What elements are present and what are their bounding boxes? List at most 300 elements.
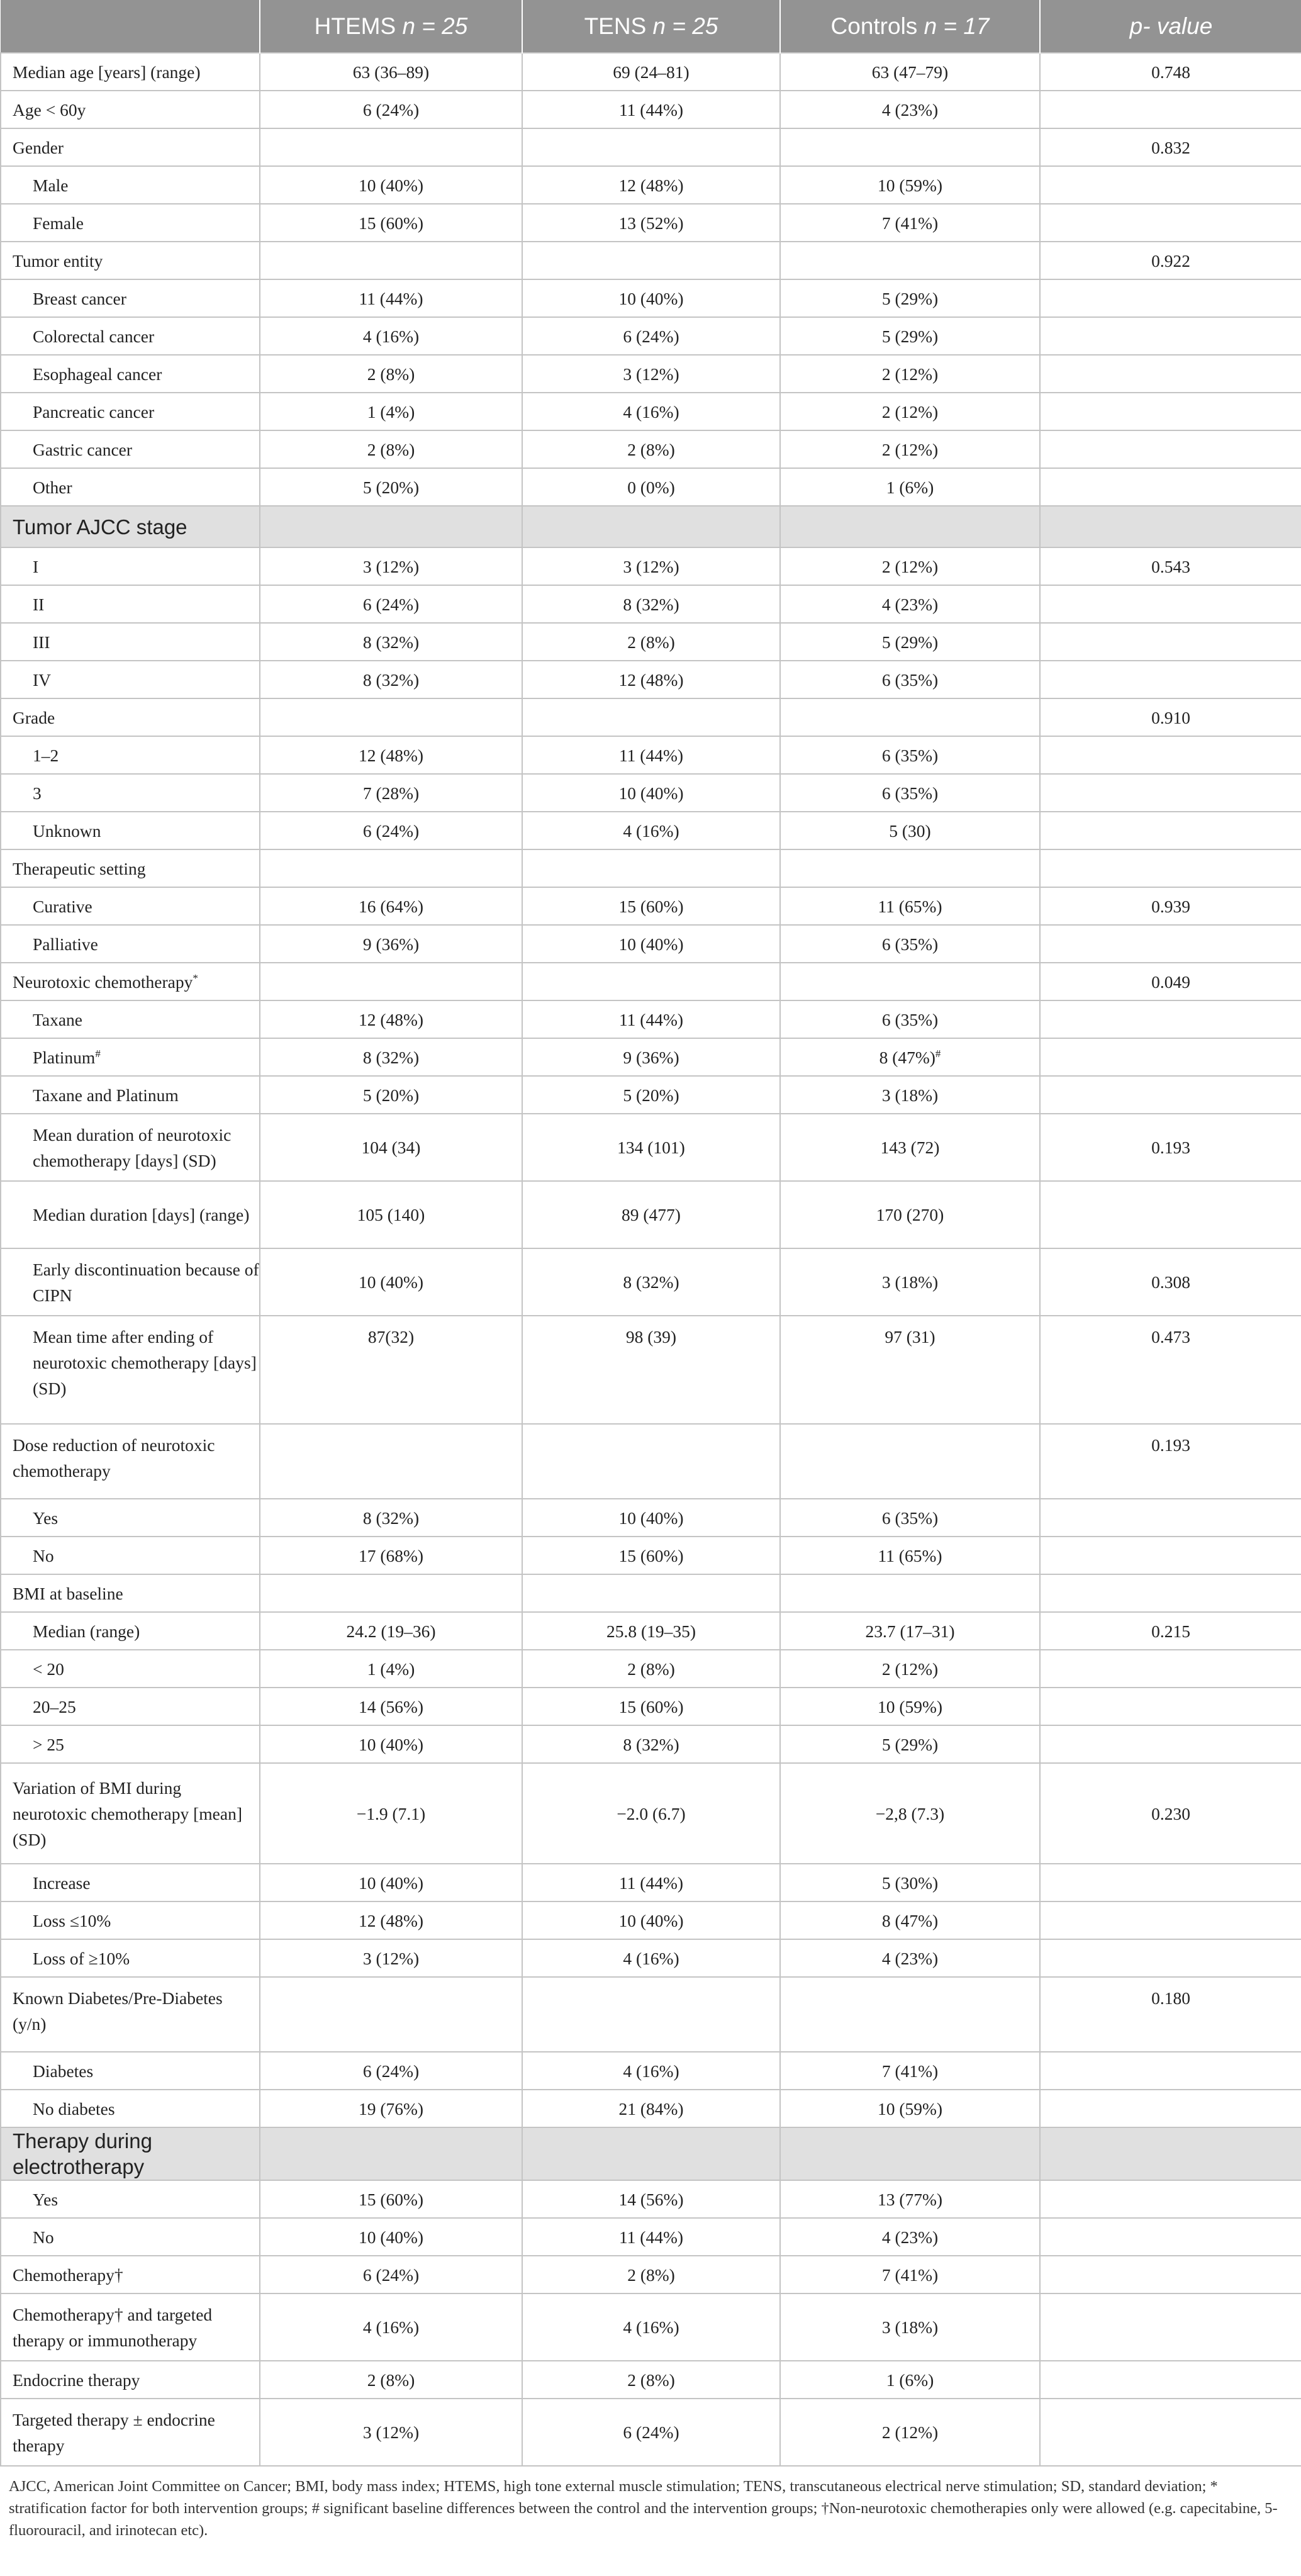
p-value-cell xyxy=(1040,2256,1301,2293)
p-value-cell xyxy=(1040,1181,1301,1248)
controls-cell-value: 2 (12%) xyxy=(881,401,939,422)
tens-cell-value: 4 (16%) xyxy=(623,1948,679,1968)
htems-cell xyxy=(260,887,522,925)
row-label-text: Other xyxy=(33,477,72,497)
tens-cell xyxy=(522,53,780,91)
table-row xyxy=(1,1537,1301,1574)
table-row xyxy=(1,204,1301,242)
p-value-cell xyxy=(1040,355,1301,393)
htems-cell-value: 8 (32%) xyxy=(362,1508,420,1528)
controls-cell xyxy=(780,204,1040,242)
htems-cell-value: 1 (4%) xyxy=(367,1659,415,1679)
table-row xyxy=(1,1688,1301,1725)
tens-cell-value: 6 (24%) xyxy=(623,2422,679,2442)
htems-cell-value: 12 (48%) xyxy=(358,1910,424,1930)
htems-cell xyxy=(260,1114,522,1181)
row-label-text: Taxane and Platinum xyxy=(33,1085,179,1105)
controls-cell xyxy=(780,1499,1040,1537)
p-value-cell xyxy=(1040,2399,1301,2466)
htems-cell xyxy=(260,2090,522,2127)
htems-cell-value: 5 (20%) xyxy=(362,1085,420,1105)
tens-cell-value: 0 (0%) xyxy=(627,477,675,497)
tens-cell xyxy=(522,736,780,774)
controls-cell-value: 5 (30%) xyxy=(881,1873,939,1893)
p-value-cell xyxy=(1040,774,1301,812)
row-label-text: Platinum xyxy=(33,1047,96,1067)
controls-cell-value: 1 (6%) xyxy=(886,2370,934,2390)
htems-cell-value: 8 (32%) xyxy=(362,669,420,690)
controls-cell xyxy=(780,166,1040,204)
tens-cell xyxy=(522,1939,780,1977)
tens-cell xyxy=(522,317,780,355)
controls-cell xyxy=(780,1114,1040,1181)
row-label xyxy=(1,1499,260,1537)
htems-cell-value: 17 (68%) xyxy=(358,1545,424,1565)
table-row xyxy=(1,585,1301,623)
tens-cell xyxy=(522,128,780,166)
htems-cell-value: 14 (56%) xyxy=(358,1696,424,1716)
row-label-text: Chemotherapy† xyxy=(13,2265,123,2285)
row-label xyxy=(1,812,260,849)
row-label-text: I xyxy=(33,556,39,576)
p-value-cell xyxy=(1040,1316,1301,1424)
tens-cell-value: 10 (40%) xyxy=(618,1508,684,1528)
controls-cell-value: 4 (23%) xyxy=(881,1948,939,1968)
section-blank-cell xyxy=(780,506,1040,547)
controls-cell-value: 10 (59%) xyxy=(877,1696,943,1716)
controls-cell xyxy=(780,2180,1040,2218)
controls-cell xyxy=(780,1076,1040,1114)
table-row xyxy=(1,1977,1301,2052)
controls-cell-value: 3 (18%) xyxy=(881,2317,939,2337)
row-label xyxy=(1,1939,260,1977)
p-value-cell-value: 0.748 xyxy=(1151,62,1190,82)
htems-cell xyxy=(260,736,522,774)
section-blank-cell xyxy=(1040,506,1301,547)
tens-cell-value: 12 (48%) xyxy=(618,669,684,690)
row-label xyxy=(1,963,260,1000)
row-label xyxy=(1,393,260,430)
row-label-text: Curative xyxy=(33,896,92,916)
p-value-cell xyxy=(1040,91,1301,128)
row-label xyxy=(1,1612,260,1650)
row-label xyxy=(1,1725,260,1763)
controls-cell-value: 2 (12%) xyxy=(881,556,939,576)
row-label xyxy=(1,887,260,925)
p-value-cell xyxy=(1040,623,1301,661)
controls-cell-value: 6 (35%) xyxy=(881,1508,939,1528)
header-p-value: p- value xyxy=(1040,0,1301,53)
tens-cell-value: 11 (44%) xyxy=(618,1009,684,1029)
p-value-cell xyxy=(1040,887,1301,925)
controls-cell-value: 10 (59%) xyxy=(877,175,943,195)
controls-cell xyxy=(780,849,1040,887)
row-label xyxy=(1,547,260,585)
header-blank xyxy=(1,0,260,53)
controls-cell xyxy=(780,242,1040,279)
row-label-text: Chemotherapy† and targeted therapy or immunotherapy xyxy=(13,2304,213,2350)
htems-cell xyxy=(260,317,522,355)
controls-cell xyxy=(780,2399,1040,2466)
row-label-text: 20–25 xyxy=(33,1696,76,1716)
table-row xyxy=(1,2052,1301,2090)
controls-cell xyxy=(780,698,1040,736)
controls-cell-value: 7 (41%) xyxy=(881,213,939,233)
controls-cell-value: 2 (12%) xyxy=(881,439,939,459)
row-label-text: Therapeutic setting xyxy=(13,858,146,878)
row-label xyxy=(1,1316,260,1424)
row-label-text: BMI at baseline xyxy=(13,1583,123,1603)
p-value-cell xyxy=(1040,2218,1301,2256)
tens-cell xyxy=(522,1864,780,1901)
controls-cell xyxy=(780,623,1040,661)
tens-cell-value: 8 (32%) xyxy=(623,1272,679,1292)
p-value-cell-value: 0.180 xyxy=(1151,1988,1190,2008)
row-label-text: Female xyxy=(33,213,84,233)
table-row xyxy=(1,393,1301,430)
controls-cell xyxy=(780,812,1040,849)
htems-cell-value: 3 (12%) xyxy=(362,2422,420,2442)
table-row xyxy=(1,2399,1301,2466)
controls-cell-value: 5 (29%) xyxy=(881,632,939,652)
controls-cell xyxy=(780,1763,1040,1864)
controls-cell-value: 97 (31) xyxy=(885,1327,935,1347)
tens-cell-value: 10 (40%) xyxy=(618,1910,684,1930)
p-value-cell-value: 0.193 xyxy=(1151,1435,1190,1455)
table-row xyxy=(1,2180,1301,2218)
controls-cell xyxy=(780,128,1040,166)
htems-cell xyxy=(260,925,522,963)
htems-cell xyxy=(260,279,522,317)
tens-cell-value: 15 (60%) xyxy=(618,1545,684,1565)
tens-cell xyxy=(522,1977,780,2052)
controls-cell-value: 5 (29%) xyxy=(881,326,939,346)
controls-cell-value: 6 (35%) xyxy=(881,783,939,803)
controls-cell-value: 63 (47–79) xyxy=(871,62,949,82)
row-label-text: Loss of ≥10% xyxy=(33,1948,130,1968)
htems-cell-value: 4 (16%) xyxy=(362,326,420,346)
p-value-cell-value: 0.910 xyxy=(1151,707,1190,727)
row-label-text: IV xyxy=(33,669,52,690)
row-label xyxy=(1,849,260,887)
htems-cell-value: 15 (60%) xyxy=(358,213,424,233)
p-value-cell xyxy=(1040,2293,1301,2361)
htems-cell-value: 6 (24%) xyxy=(362,820,420,841)
tens-cell xyxy=(522,468,780,506)
p-value-cell xyxy=(1040,547,1301,585)
tens-cell xyxy=(522,279,780,317)
tens-cell xyxy=(522,2090,780,2127)
header-htems: HTEMS n = 25 xyxy=(260,0,522,53)
p-value-cell-value: 0.308 xyxy=(1151,1272,1190,1292)
row-label-text: II xyxy=(33,594,45,614)
controls-cell xyxy=(780,774,1040,812)
controls-cell xyxy=(780,430,1040,468)
tens-cell xyxy=(522,1424,780,1499)
htems-cell-value: 19 (76%) xyxy=(358,2098,424,2119)
row-label xyxy=(1,166,260,204)
controls-cell xyxy=(780,661,1040,698)
controls-cell xyxy=(780,1864,1040,1901)
row-label xyxy=(1,1000,260,1038)
tens-cell-value: 13 (52%) xyxy=(618,213,684,233)
row-label-text: No diabetes xyxy=(33,2098,115,2119)
tens-cell xyxy=(522,1650,780,1688)
p-value-cell xyxy=(1040,204,1301,242)
row-label xyxy=(1,925,260,963)
row-label-text: No xyxy=(33,2227,54,2247)
header-tens: TENS n = 25 xyxy=(522,0,780,53)
controls-cell-value: 6 (35%) xyxy=(881,669,939,690)
tens-cell-value: 15 (60%) xyxy=(618,1696,684,1716)
htems-cell xyxy=(260,2180,522,2218)
section-blank-cell xyxy=(260,506,522,547)
p-value-cell xyxy=(1040,1248,1301,1316)
table-row xyxy=(1,812,1301,849)
p-value-cell-value: 0.922 xyxy=(1151,250,1190,271)
controls-cell-value: 23.7 (17–31) xyxy=(865,1621,955,1641)
htems-cell xyxy=(260,585,522,623)
tens-cell xyxy=(522,1499,780,1537)
p-value-cell xyxy=(1040,430,1301,468)
table-row xyxy=(1,1650,1301,1688)
p-value-cell xyxy=(1040,1114,1301,1181)
p-value-cell-value: 0.230 xyxy=(1151,1803,1190,1823)
htems-cell-value: 12 (48%) xyxy=(358,745,424,765)
p-value-cell xyxy=(1040,1537,1301,1574)
row-label-text: Gastric cancer xyxy=(33,439,133,459)
table-row xyxy=(1,1725,1301,1763)
tens-cell xyxy=(522,393,780,430)
p-value-cell xyxy=(1040,1688,1301,1725)
table-row xyxy=(1,91,1301,128)
tens-cell xyxy=(522,204,780,242)
htems-cell xyxy=(260,1499,522,1537)
p-value-cell xyxy=(1040,393,1301,430)
htems-cell-value: 10 (40%) xyxy=(358,2227,424,2247)
htems-cell-value: 63 (36–89) xyxy=(352,62,430,82)
footnote-marker: # xyxy=(935,1047,941,1060)
controls-cell xyxy=(780,53,1040,91)
tens-cell xyxy=(522,1537,780,1574)
controls-cell xyxy=(780,1901,1040,1939)
controls-cell xyxy=(780,1725,1040,1763)
htems-cell xyxy=(260,623,522,661)
row-label-text: Targeted therapy ± endocrine therapy xyxy=(13,2409,215,2455)
controls-cell-value: 4 (23%) xyxy=(881,594,939,614)
tens-cell-value: 25.8 (19–35) xyxy=(606,1621,696,1641)
controls-cell xyxy=(780,279,1040,317)
tens-cell-value: 10 (40%) xyxy=(618,934,684,954)
tens-cell-value: 134 (101) xyxy=(617,1138,685,1157)
tens-cell-value: 12 (48%) xyxy=(618,175,684,195)
htems-cell xyxy=(260,661,522,698)
tens-cell-value: 9 (36%) xyxy=(623,1047,679,1067)
htems-cell xyxy=(260,812,522,849)
htems-cell xyxy=(260,1864,522,1901)
section-blank-cell xyxy=(1040,2127,1301,2180)
htems-cell-value: 15 (60%) xyxy=(358,2189,424,2209)
table-row xyxy=(1,1114,1301,1181)
htems-cell-value: 10 (40%) xyxy=(358,175,424,195)
tens-cell xyxy=(522,547,780,585)
tens-cell xyxy=(522,1181,780,1248)
htems-cell xyxy=(260,1725,522,1763)
tens-cell xyxy=(522,623,780,661)
tens-cell-value: 4 (16%) xyxy=(623,2317,679,2337)
controls-cell-value: 10 (59%) xyxy=(877,2098,943,2119)
htems-cell xyxy=(260,430,522,468)
table-row xyxy=(1,1424,1301,1499)
htems-cell-value: 8 (32%) xyxy=(362,632,420,652)
htems-cell xyxy=(260,1901,522,1939)
table-row xyxy=(1,1763,1301,1864)
tens-cell xyxy=(522,2399,780,2466)
section-blank-cell xyxy=(522,2127,780,2180)
controls-cell xyxy=(780,355,1040,393)
tens-cell xyxy=(522,2361,780,2399)
section-label: Therapy during electrotherapy xyxy=(1,2127,260,2180)
row-label-text: Known Diabetes/Pre-Diabetes (y/n) xyxy=(13,1988,223,2034)
htems-cell xyxy=(260,355,522,393)
tens-cell-value: 15 (60%) xyxy=(618,896,684,916)
row-label-text: Unknown xyxy=(33,820,101,841)
row-label-text: Loss ≤10% xyxy=(33,1910,111,1930)
row-label xyxy=(1,2052,260,2090)
table-row xyxy=(1,279,1301,317)
controls-cell-value: 7 (41%) xyxy=(881,2265,939,2285)
htems-cell-value: 105 (140) xyxy=(357,1205,425,1224)
row-label-text: Male xyxy=(33,175,69,195)
row-label xyxy=(1,2293,260,2361)
tens-cell xyxy=(522,887,780,925)
htems-cell xyxy=(260,1688,522,1725)
controls-cell xyxy=(780,2052,1040,2090)
row-label xyxy=(1,53,260,91)
tens-cell xyxy=(522,661,780,698)
row-label-text: Breast cancer xyxy=(33,288,126,308)
tens-cell-value: 8 (32%) xyxy=(623,1734,679,1754)
controls-cell-value: 3 (18%) xyxy=(881,1085,939,1105)
p-value-cell-value: 0.832 xyxy=(1151,137,1190,157)
row-label xyxy=(1,1114,260,1181)
htems-cell-value: 4 (16%) xyxy=(362,2317,420,2337)
table-row xyxy=(1,1248,1301,1316)
p-value-cell xyxy=(1040,1038,1301,1076)
p-value-cell xyxy=(1040,812,1301,849)
tens-cell xyxy=(522,430,780,468)
row-label-text: Tumor entity xyxy=(13,250,103,271)
controls-cell-value: 7 (41%) xyxy=(881,2061,939,2081)
tens-cell xyxy=(522,242,780,279)
row-label-text: Colorectal cancer xyxy=(33,326,155,346)
row-label-text: Median duration [days] (range) xyxy=(33,1205,250,1224)
tens-cell-value: 10 (40%) xyxy=(618,288,684,308)
row-label xyxy=(1,91,260,128)
row-label-text: Grade xyxy=(13,707,55,727)
controls-cell-value: 4 (23%) xyxy=(881,2227,939,2247)
tens-cell-value: 21 (84%) xyxy=(618,2098,684,2119)
htems-cell-value: 10 (40%) xyxy=(358,1734,424,1754)
p-value-cell xyxy=(1040,736,1301,774)
row-label xyxy=(1,661,260,698)
controls-cell xyxy=(780,1424,1040,1499)
row-label xyxy=(1,1038,260,1076)
tens-cell-value: 10 (40%) xyxy=(618,783,684,803)
controls-cell-value: 5 (29%) xyxy=(881,1734,939,1754)
tens-cell xyxy=(522,2218,780,2256)
p-value-cell xyxy=(1040,1977,1301,2052)
p-value-cell-value: 0.215 xyxy=(1151,1621,1190,1641)
row-label-text: < 20 xyxy=(33,1659,64,1679)
controls-cell xyxy=(780,2218,1040,2256)
controls-cell xyxy=(780,585,1040,623)
row-label-text: Mean duration of neurotoxic chemotherapy [days] (SD) xyxy=(33,1124,232,1170)
table-row xyxy=(1,2293,1301,2361)
row-label-text: > 25 xyxy=(33,1734,64,1754)
p-value-cell xyxy=(1040,468,1301,506)
row-label xyxy=(1,1076,260,1114)
htems-cell xyxy=(260,1248,522,1316)
controls-cell xyxy=(780,1939,1040,1977)
section-header-row xyxy=(1,2127,1301,2180)
htems-cell xyxy=(260,128,522,166)
controls-cell xyxy=(780,393,1040,430)
htems-cell-value: 24.2 (19–36) xyxy=(346,1621,436,1641)
htems-cell-value: 7 (28%) xyxy=(362,783,420,803)
tens-cell xyxy=(522,2256,780,2293)
htems-cell xyxy=(260,2052,522,2090)
tens-cell-value: 11 (44%) xyxy=(618,99,684,120)
tens-cell xyxy=(522,963,780,1000)
table-row xyxy=(1,1864,1301,1901)
htems-cell-value: 2 (8%) xyxy=(367,2370,415,2390)
controls-cell xyxy=(780,1181,1040,1248)
p-value-cell xyxy=(1040,2052,1301,2090)
row-label-text: Variation of BMI during neurotoxic chemotherapy [mean] (SD) xyxy=(13,1778,242,1849)
controls-cell xyxy=(780,1537,1040,1574)
row-label-text: No xyxy=(33,1545,54,1565)
p-value-cell-value: 0.939 xyxy=(1151,896,1190,916)
table-row xyxy=(1,1316,1301,1424)
table-row xyxy=(1,2256,1301,2293)
table-body xyxy=(1,53,1301,2466)
controls-cell xyxy=(780,963,1040,1000)
controls-cell xyxy=(780,1977,1040,2052)
tens-cell-value: 2 (8%) xyxy=(627,2265,675,2285)
tens-cell-value: 5 (20%) xyxy=(623,1085,679,1105)
p-value-cell xyxy=(1040,698,1301,736)
controls-cell-value: 1 (6%) xyxy=(886,477,934,497)
p-value-cell xyxy=(1040,1000,1301,1038)
row-label xyxy=(1,736,260,774)
htems-cell xyxy=(260,1574,522,1612)
row-label-text: Pancreatic cancer xyxy=(33,401,155,422)
htems-cell-value: 6 (24%) xyxy=(362,2061,420,2081)
tens-cell-value: 3 (12%) xyxy=(623,556,679,576)
controls-cell xyxy=(780,91,1040,128)
htems-cell xyxy=(260,2218,522,2256)
htems-cell xyxy=(260,1076,522,1114)
controls-cell xyxy=(780,736,1040,774)
row-label xyxy=(1,1574,260,1612)
p-value-cell xyxy=(1040,1864,1301,1901)
row-label xyxy=(1,585,260,623)
htems-cell-value: 3 (12%) xyxy=(362,1948,420,1968)
p-value-cell xyxy=(1040,1763,1301,1864)
row-label xyxy=(1,698,260,736)
htems-cell-value: 104 (34) xyxy=(361,1138,421,1157)
